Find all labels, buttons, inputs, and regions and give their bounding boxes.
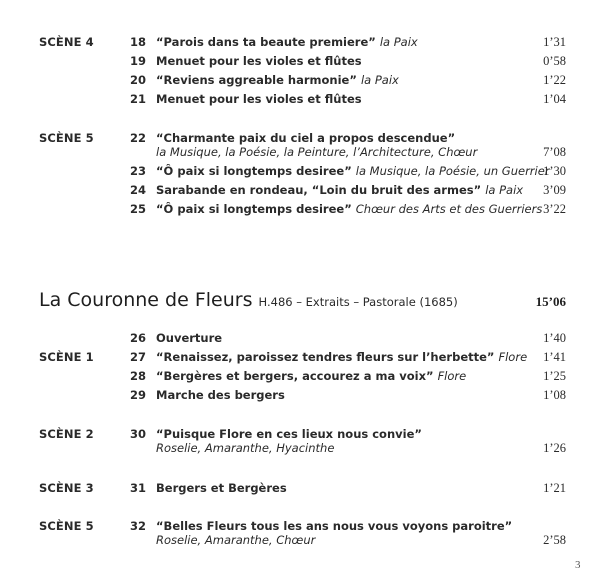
track-title: “Puisque Flore en ces lieux nous convie” (156, 427, 422, 441)
track-row (0, 183, 600, 202)
track-duration: 1’21 (543, 481, 566, 495)
track-row (0, 92, 600, 111)
track-row (0, 54, 600, 73)
track-row (0, 350, 600, 369)
work-total-duration: 15’06 (535, 294, 566, 309)
track-title: “Charmante paix du ciel a propos descendue” (156, 131, 456, 145)
track-role: la Paix (360, 73, 399, 87)
scene-label: SCÈNE 1 (39, 350, 94, 364)
track-number: 27 (130, 350, 147, 364)
track-role: Flore (437, 369, 467, 383)
track-role: Roselie, Amaranthe, Chœur (156, 533, 316, 547)
track-number: 21 (130, 92, 147, 106)
track-number: 23 (130, 164, 147, 178)
track-number: 24 (130, 183, 147, 197)
track-title: “Reviens aggreable harmonie” la Paix (156, 73, 399, 87)
track-role: la Musique, la Poésie, un Guerrier (355, 164, 550, 178)
track-duration: 1’25 (543, 369, 566, 383)
track-row (0, 164, 600, 183)
track-role: la Paix (485, 183, 524, 197)
work-heading (39, 289, 458, 311)
work-subtitle: H.486 – Extraits – Pastorale (1685) (258, 295, 458, 309)
track-number: 30 (130, 427, 147, 441)
track-number: 22 (130, 131, 147, 145)
track-role: Flore (498, 350, 528, 364)
track-duration: 1’04 (543, 92, 566, 106)
scene-label: SCÈNE 5 (39, 519, 94, 533)
track-duration: 2’58 (543, 533, 566, 547)
track-role: Chœur des Arts et des Guerriers (355, 202, 543, 216)
track-duration: 1’30 (543, 164, 566, 178)
track-role: la Paix (379, 35, 418, 49)
track-title: Sarabande en rondeau, “Loin du bruit des armes” la Paix (156, 183, 524, 197)
track-row (0, 369, 600, 388)
track-number: 20 (130, 73, 147, 87)
track-duration: 3’22 (543, 202, 566, 216)
track-row (0, 202, 600, 221)
track-role: Roselie, Amaranthe, Hyacinthe (156, 441, 335, 455)
work-title: La Couronne de Fleurs (39, 289, 253, 311)
track-title: Menuet pour les violes et flûtes (156, 54, 362, 68)
track-number: 29 (130, 388, 147, 402)
track-row (0, 131, 600, 165)
scene-label: SCÈNE 5 (39, 131, 94, 145)
track-duration: 1’31 (543, 35, 566, 49)
track-number: 25 (130, 202, 147, 216)
track-row (0, 35, 600, 54)
track-title: “Parois dans ta beaute premiere” la Paix (156, 35, 418, 49)
track-duration: 1’22 (543, 73, 566, 87)
track-duration: 3’09 (543, 183, 566, 197)
track-title: “Bergères et bergers, accourez a ma voix” Flore (156, 369, 467, 383)
track-number: 18 (130, 35, 147, 49)
track-title: Ouverture (156, 331, 223, 345)
track-duration: 1’26 (543, 441, 566, 455)
scene-label: SCÈNE 4 (39, 35, 94, 49)
track-row (0, 481, 600, 500)
track-row (0, 427, 600, 461)
track-duration: 1’41 (543, 350, 566, 364)
track-role: la Musique, la Poésie, la Peinture, l’Architecture, Chœur (156, 145, 478, 159)
scene-label: SCÈNE 2 (39, 427, 94, 441)
track-duration: 0’58 (543, 54, 566, 68)
track-row (0, 519, 600, 553)
track-row (0, 331, 600, 350)
track-row (0, 388, 600, 407)
track-number: 19 (130, 54, 147, 68)
track-row (0, 73, 600, 92)
track-duration: 7’08 (543, 145, 566, 159)
track-title: “Ô paix si longtemps desiree” Chœur des Arts et des Guerriers (156, 202, 543, 216)
track-number: 26 (130, 331, 147, 345)
track-number: 31 (130, 481, 147, 495)
track-duration: 1’08 (543, 388, 566, 402)
track-number: 28 (130, 369, 147, 383)
scene-label: SCÈNE 3 (39, 481, 94, 495)
track-title: Bergers et Bergères (156, 481, 287, 495)
track-title: “Ô paix si longtemps desiree” la Musique, la Poésie, un Guerrier (156, 164, 550, 178)
track-title: “Renaissez, paroissez tendres fleurs sur l’herbette” Flore (156, 350, 528, 364)
track-title: “Belles Fleurs tous les ans nous vous voyons paroitre” (156, 519, 513, 533)
track-duration: 1’40 (543, 331, 566, 345)
track-title: Marche des bergers (156, 388, 285, 402)
page-number: 3 (575, 559, 581, 571)
track-number: 32 (130, 519, 147, 533)
track-title: Menuet pour les violes et flûtes (156, 92, 362, 106)
